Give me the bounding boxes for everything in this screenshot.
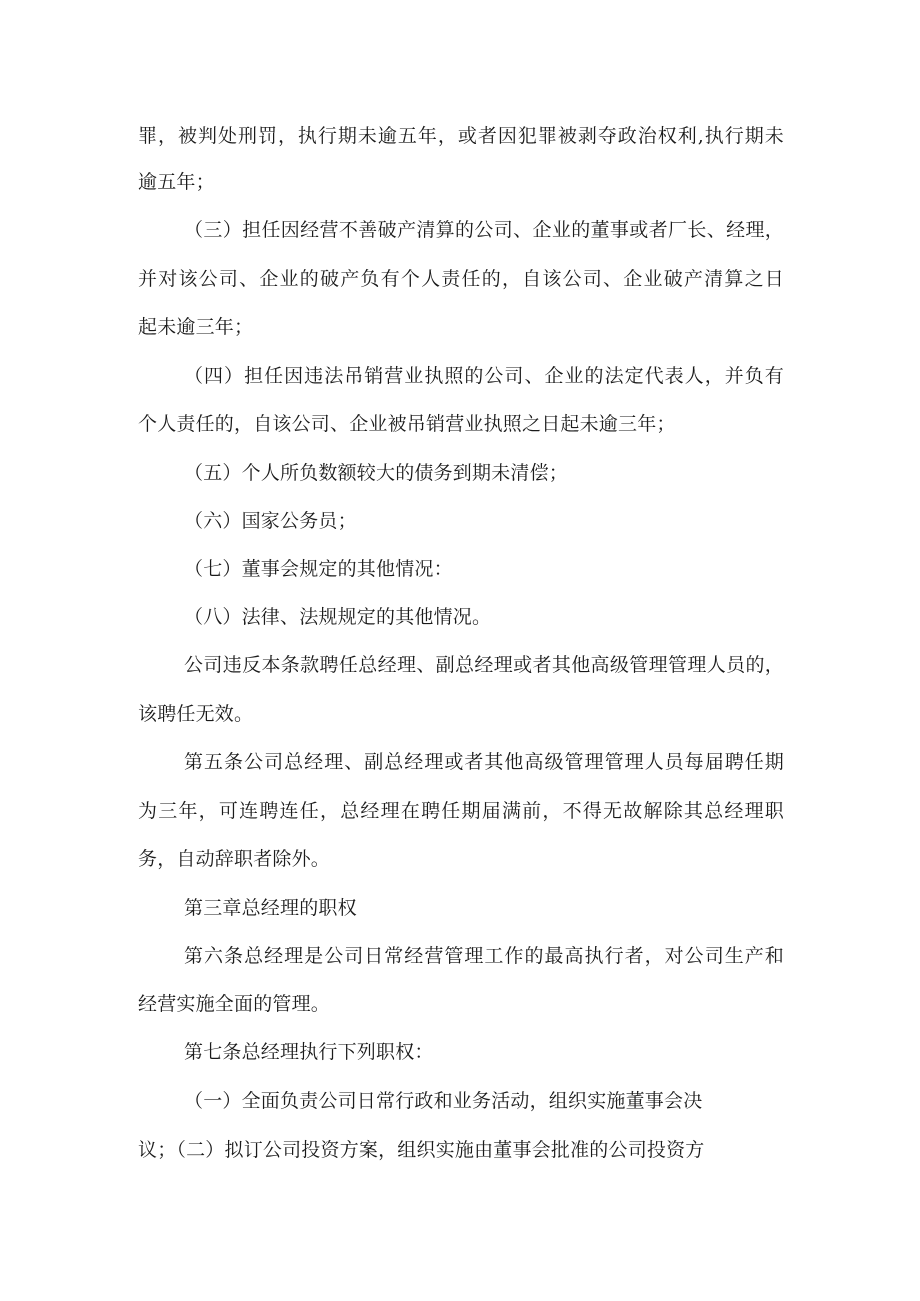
text-line: （四）担任因违法吊销营业执照的公司、企业的法定代表人，并负有 (184, 365, 784, 387)
text-line: （三）担任因经营不善破产清算的公司、企业的董事或者厂长、经理， (184, 219, 784, 241)
text-line: 议；（二）拟订公司投资方案，组织实施由董事会批准的公司投资方 (138, 1139, 705, 1161)
text-line: 公司违反本条款聘任总经理、副总经理或者其他高级管理管理人员的， (184, 654, 784, 676)
text-line: （七）董事会规定的其他情况： (184, 558, 453, 580)
text-line: （一）全面负责公司日常行政和业务活动，组织实施董事会决 (184, 1090, 703, 1112)
text-line: 该聘任无效。 (138, 703, 254, 725)
text-line: 个人责任的，自该公司、企业被吊销营业执照之日起未逾三年； (138, 413, 676, 435)
text-line: 并对该公司、企业的破产负有个人责任的，自该公司、企业破产清算之日 (138, 268, 784, 290)
text-line: 罪，被判处刑罚，执行期未逾五年，或者因犯罪被剥夺政治权利,执行期未 (138, 125, 784, 147)
text-line: （八）法律、法规规定的其他情况。 (184, 606, 492, 628)
text-line: 第七条总经理执行下列职权： (184, 1041, 434, 1063)
text-line: 经营实施全面的管理。 (138, 993, 331, 1015)
text-line: 起未逾三年； (138, 316, 254, 338)
text-line: （五）个人所负数额较大的债务到期未清偿； (184, 462, 569, 484)
text-line: 为三年，可连聘连任，总经理在聘任期届满前，不得无故解除其总经理职 (138, 800, 784, 822)
text-line: 第五条公司总经理、副总经理或者其他高级管理管理人员每届聘任期 (184, 751, 784, 773)
text-line: 第六条总经理是公司日常经营管理工作的最高执行者，对公司生产和 (184, 945, 784, 967)
text-line: 逾五年； (138, 171, 215, 193)
text-line: （六）国家公务员； (184, 510, 357, 532)
text-line: 务，自动辞职者除外。 (138, 848, 331, 870)
section-heading: 第三章总经理的职权 (184, 897, 357, 919)
